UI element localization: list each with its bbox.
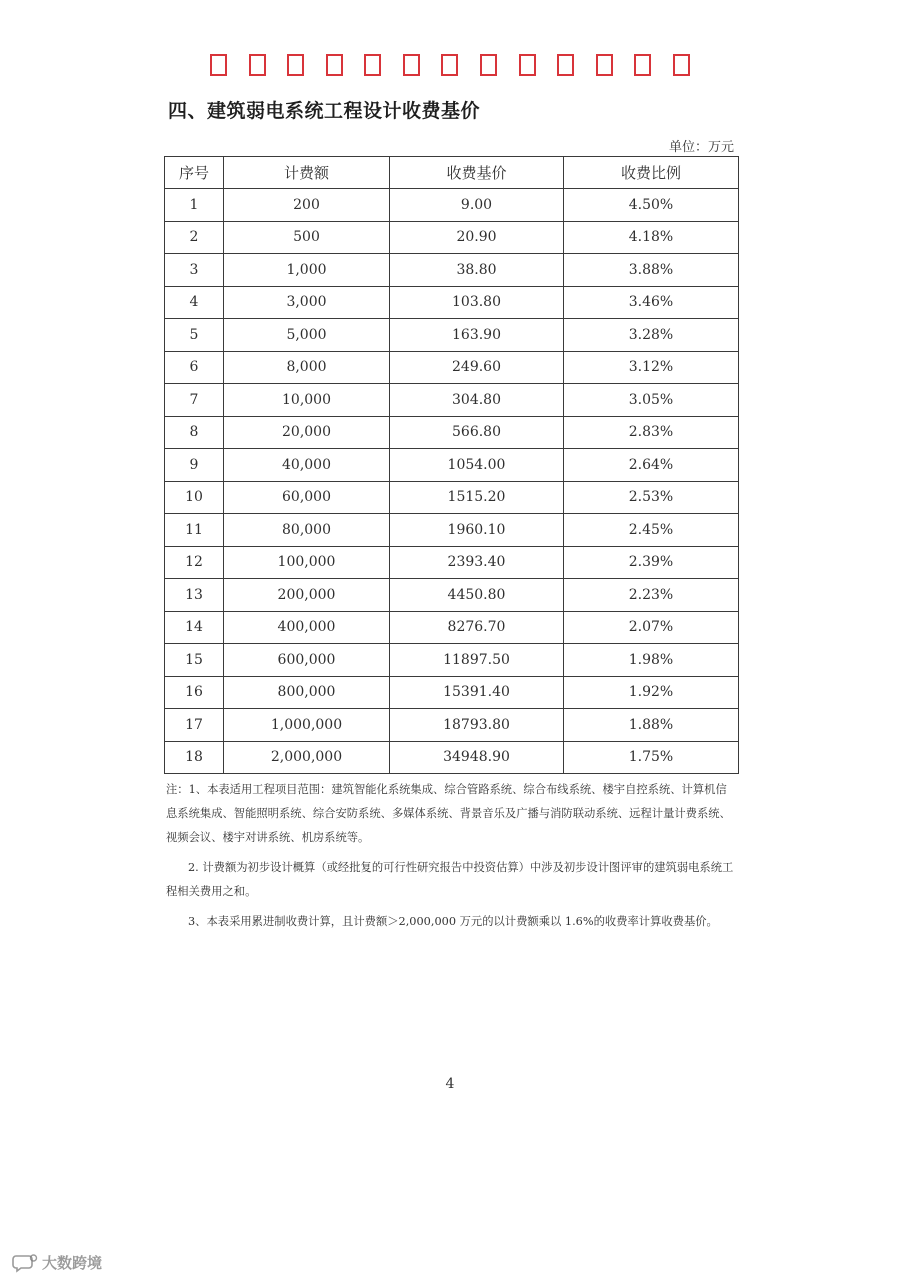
cell-index: 12 xyxy=(165,546,224,579)
table-row xyxy=(165,351,739,384)
cell-index: 1 xyxy=(165,189,224,222)
header-mark-box xyxy=(287,54,304,76)
cell-base-price: 20.90 xyxy=(390,221,564,254)
cell-index: 10 xyxy=(165,481,224,514)
table-row xyxy=(165,221,739,254)
note-2: 2. 计费额为初步设计概算（或经批复的可行性研究报告中投资估算）中涉及初步设计图评审的建筑弱电系统工程相关费用之和。 xyxy=(166,861,734,898)
header-mark-box xyxy=(364,54,381,76)
notes-section xyxy=(166,778,738,934)
note-3: 3、本表采用累进制收费计算，且计费额＞2,000,000 万元的以计费额乘以 1.6%的收费率计算收费基价。 xyxy=(188,915,718,928)
fee-table xyxy=(164,156,739,774)
cell-fee-amount: 600,000 xyxy=(224,644,390,677)
cell-fee-amount: 400,000 xyxy=(224,611,390,644)
cell-index: 7 xyxy=(165,384,224,417)
table-row xyxy=(165,579,739,612)
table-row xyxy=(165,709,739,742)
column-header-index: 序号 xyxy=(165,157,224,189)
table-row xyxy=(165,481,739,514)
cell-index: 18 xyxy=(165,741,224,774)
cell-base-price: 38.80 xyxy=(390,254,564,287)
cell-fee-rate: 3.05% xyxy=(564,384,739,417)
table-row xyxy=(165,514,739,547)
cell-fee-rate: 4.18% xyxy=(564,221,739,254)
cell-index: 6 xyxy=(165,351,224,384)
header-mark-box xyxy=(210,54,227,76)
header-mark-box xyxy=(557,54,574,76)
table-row xyxy=(165,676,739,709)
header-mark-box xyxy=(480,54,497,76)
watermark xyxy=(12,1252,102,1273)
cell-fee-rate: 2.64% xyxy=(564,449,739,482)
cell-fee-amount: 5,000 xyxy=(224,319,390,352)
cell-fee-rate: 2.83% xyxy=(564,416,739,449)
table-row xyxy=(165,416,739,449)
cell-fee-amount: 100,000 xyxy=(224,546,390,579)
table-row xyxy=(165,611,739,644)
cell-index: 5 xyxy=(165,319,224,352)
fee-table-body xyxy=(165,189,739,774)
cell-base-price: 11897.50 xyxy=(390,644,564,677)
table-row xyxy=(165,384,739,417)
table-row xyxy=(165,644,739,677)
cell-base-price: 18793.80 xyxy=(390,709,564,742)
cell-base-price: 34948.90 xyxy=(390,741,564,774)
chat-bubble-icon xyxy=(12,1253,38,1273)
cell-fee-amount: 20,000 xyxy=(224,416,390,449)
cell-base-price: 566.80 xyxy=(390,416,564,449)
cell-fee-rate: 2.45% xyxy=(564,514,739,547)
cell-base-price: 1054.00 xyxy=(390,449,564,482)
cell-fee-amount: 500 xyxy=(224,221,390,254)
header-mark-box xyxy=(673,54,690,76)
note-1: 注：1、本表适用工程项目范围：建筑智能化系统集成、综合管路系统、综合布线系统、楼宇自控系统、计算机信息系统集成、智能照明系统、综合安防系统、多媒体系统、背景音乐及广播与消防联动系统、远程计量计费系统、视频会议、楼宇对讲系统、机房系统等。 xyxy=(166,783,731,844)
watermark-text: 大数跨境 xyxy=(42,1254,103,1272)
cell-index: 2 xyxy=(165,221,224,254)
table-row xyxy=(165,286,739,319)
cell-index: 8 xyxy=(165,416,224,449)
cell-fee-rate: 1.92% xyxy=(564,676,739,709)
header-mark-box xyxy=(519,54,536,76)
cell-fee-amount: 2,000,000 xyxy=(224,741,390,774)
cell-fee-rate: 3.28% xyxy=(564,319,739,352)
header-mark-box xyxy=(326,54,343,76)
page-number: 4 xyxy=(445,1076,455,1092)
cell-fee-rate: 4.50% xyxy=(564,189,739,222)
cell-index: 14 xyxy=(165,611,224,644)
cell-fee-amount: 60,000 xyxy=(224,481,390,514)
cell-base-price: 1515.20 xyxy=(390,481,564,514)
cell-base-price: 4450.80 xyxy=(390,579,564,612)
cell-fee-rate: 2.07% xyxy=(564,611,739,644)
column-header-base-price: 收费基价 xyxy=(390,157,564,189)
table-row xyxy=(165,741,739,774)
cell-fee-rate: 2.39% xyxy=(564,546,739,579)
cell-fee-rate: 3.88% xyxy=(564,254,739,287)
column-header-fee-rate: 收费比例 xyxy=(564,157,739,189)
cell-base-price: 8276.70 xyxy=(390,611,564,644)
cell-base-price: 103.80 xyxy=(390,286,564,319)
unit-label: 单位：万元 xyxy=(668,140,734,155)
header-mark-box xyxy=(441,54,458,76)
cell-fee-amount: 200,000 xyxy=(224,579,390,612)
cell-fee-amount: 40,000 xyxy=(224,449,390,482)
cell-base-price: 2393.40 xyxy=(390,546,564,579)
cell-fee-rate: 1.75% xyxy=(564,741,739,774)
cell-base-price: 15391.40 xyxy=(390,676,564,709)
cell-fee-rate: 2.23% xyxy=(564,579,739,612)
cell-fee-amount: 10,000 xyxy=(224,384,390,417)
cell-index: 17 xyxy=(165,709,224,742)
table-row xyxy=(165,189,739,222)
cell-base-price: 1960.10 xyxy=(390,514,564,547)
page-title: 四、建筑弱电系统工程设计收费基价 xyxy=(168,100,481,122)
cell-fee-rate: 3.46% xyxy=(564,286,739,319)
cell-fee-amount: 80,000 xyxy=(224,514,390,547)
cell-fee-amount: 8,000 xyxy=(224,351,390,384)
cell-fee-amount: 200 xyxy=(224,189,390,222)
cell-base-price: 304.80 xyxy=(390,384,564,417)
table-header-row xyxy=(165,157,739,189)
header-mark-box xyxy=(249,54,266,76)
header-mark-row xyxy=(210,54,690,80)
table-row xyxy=(165,319,739,352)
cell-index: 16 xyxy=(165,676,224,709)
cell-fee-amount: 1,000 xyxy=(224,254,390,287)
table-row xyxy=(165,254,739,287)
cell-index: 15 xyxy=(165,644,224,677)
cell-fee-amount: 800,000 xyxy=(224,676,390,709)
table-row xyxy=(165,449,739,482)
cell-fee-rate: 2.53% xyxy=(564,481,739,514)
cell-index: 4 xyxy=(165,286,224,319)
header-mark-box xyxy=(634,54,651,76)
cell-index: 9 xyxy=(165,449,224,482)
cell-fee-rate: 1.98% xyxy=(564,644,739,677)
column-header-fee-amount: 计费额 xyxy=(224,157,390,189)
cell-index: 3 xyxy=(165,254,224,287)
cell-base-price: 249.60 xyxy=(390,351,564,384)
cell-fee-rate: 3.12% xyxy=(564,351,739,384)
cell-fee-amount: 1,000,000 xyxy=(224,709,390,742)
header-mark-box xyxy=(596,54,613,76)
header-mark-box xyxy=(403,54,420,76)
cell-base-price: 9.00 xyxy=(390,189,564,222)
table-row xyxy=(165,546,739,579)
cell-base-price: 163.90 xyxy=(390,319,564,352)
cell-index: 11 xyxy=(165,514,224,547)
cell-index: 13 xyxy=(165,579,224,612)
cell-fee-rate: 1.88% xyxy=(564,709,739,742)
cell-fee-amount: 3,000 xyxy=(224,286,390,319)
